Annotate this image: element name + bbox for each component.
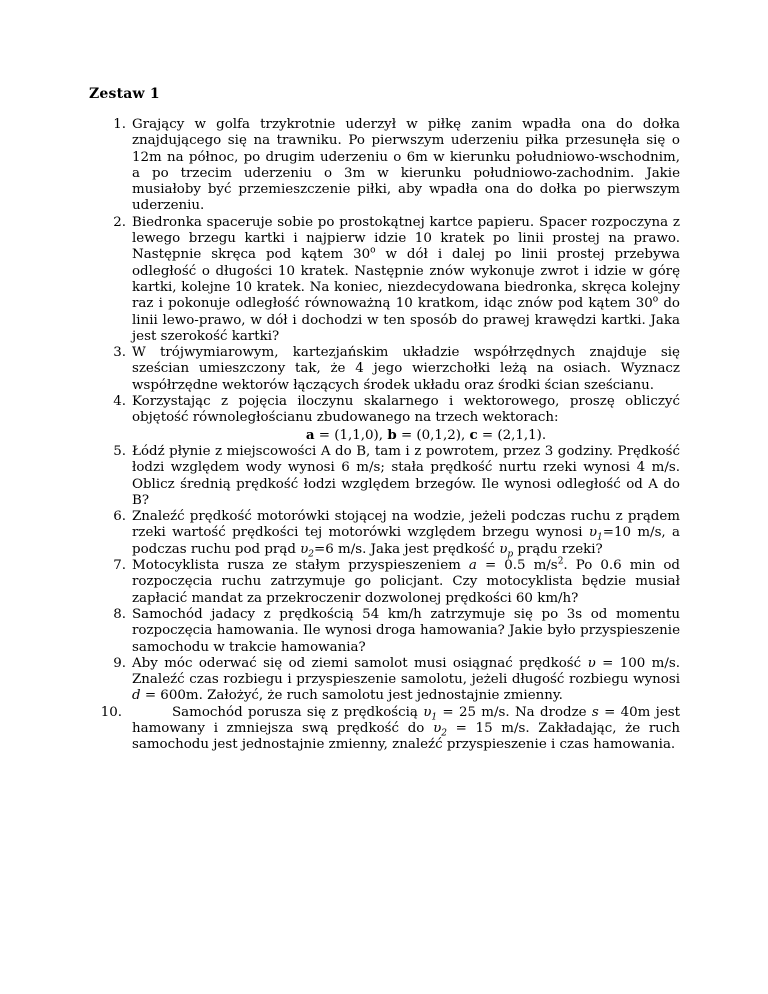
vector-formula: a = (1,1,0), b = (0,1,2), c = (2,1,1). [305, 426, 547, 443]
problem-text: Grający w golfa trzykrotnie uderzył w piłkę zanim wpadła ona do dołka znajdującego się na trawniku. Po pierwszym uderzeniu piłka przesunęła się o 12m na północ, po drugim uderzeniu o 6m w kierunku południowo-wschodnim, a po trzecim uderzeniu o 3m w kierunku południowo-zachodnim. Jakie musiałoby być przemieszczenie piłki, aby wpadła ona do dołka po pierwszym uderzeniu. [132, 117, 680, 214]
problem-4 [113, 394, 680, 444]
problem-text: W trójwymiarowym, kartezjańskim układzie współrzędnych znajduje się sześcian umieszczony tak, że 4 jego wierzchołki leżą na osiach. Wyznacz współrzędne wektorów łączących środek układu oraz środki ścian sześcianu. [132, 345, 680, 393]
problem-number: 8. [113, 606, 126, 622]
problem-text: Motocyklista rusza ze stałym przyspieszeniem a = 0.5 $m/s^2$. Po 0.6 min od rozpoczęcia ruchu zatrzymuje go policjant. Czy motocyklista będzie musiał zapłacić mandat za przekroczenir dozwolonej prędkości 60 km/h? [132, 556, 680, 606]
problem-number: 5. [113, 443, 126, 459]
problem-number: 4. [113, 394, 126, 410]
problem-number: 1. [113, 117, 126, 132]
problem-list [100, 117, 681, 754]
problem-10 [100, 704, 680, 754]
problem-number: 7. [113, 558, 126, 574]
problem-text: Aby móc oderwać się od ziemi samolot musi osiągnać prędkość υ = 100 m/s. Znaleźć czas rozbiegu i przyspieszenie samolotu, jeżeli długość rozbiegu wynosi d = 600m. Założyć, że ruch samolotu jest jednostajnie zmienny. [132, 655, 680, 704]
problem-3 [113, 345, 680, 394]
set-title: Zestaw 1 [89, 86, 160, 102]
problem-number: 2. [113, 214, 126, 230]
problem-8 [113, 606, 680, 656]
problem-7 [113, 556, 680, 607]
problem-text: Samochód jadacy z prędkością 54 km/h zatrzymuje się po 3s od momentu rozpoczęcia hamowania. Ile wynosi droga hamowania? Jakie było przyspieszenie samochodu w trakcie hamowania? [132, 606, 680, 655]
problem-9 [113, 655, 680, 705]
problem-text: Biedronka spaceruje sobie po prostokątnej kartce papieru. Spacer rozpoczyna z lewego brzegu kartki i najpierw idzie 10 kratek po linii prostej na prawo. Następnie skręca pod kątem 30$^o$ w dół i dalej po linii prostej przebywa odległość o długości 10 kratek. Następnie znów wykonuje zwrot i idzie w górę kartki, kolejne 10 kratek. Na koniec, niezdecydowana biedronka, skręca kolejny raz i pokonuje odległość równoważną 10 kratkom, idąc znów pod kątem 30$^o$ do linii lewo-prawo, w dół i dochodzi w ten sposób do prawej krawędzi kartki. Jaka jest szerokość kartki? [132, 214, 680, 344]
problem-text: Samochód porusza się z prędkością $\upsilon_1 = 25$ m/s. Na drodze s = 40m jest hamowany i zmniejsza swą prędkość do $\upsilon_2 = 15$ m/s. Zakładając, że ruch samochodu jest jednostajnie zmienny, znaleźć przyspieszenie i czas hamowania. [132, 704, 680, 753]
problem-1 [113, 117, 680, 215]
problem-6 [113, 509, 681, 560]
problem-5 [113, 443, 680, 509]
problem-2 [113, 214, 680, 345]
problem-number: 9. [113, 655, 126, 671]
problem-number: 10. [100, 704, 122, 720]
problem-number: 3. [113, 345, 126, 361]
problem-text: Korzystając z pojęcia iloczynu skalarnego i wektorowego, proszę obliczyć objętość równoległościanu zbudowanego na trzech wektorach: [132, 394, 680, 426]
problem-text: Łódź płynie z miejscowości A do B, tam i z powrotem, przez 3 godziny. Prędkość łodzi względem wody wynosi 6 m/s; stała prędkość nurtu rzeki wynosi 4 m/s. Oblicz średnią prędkość łodzi względem brzegów. Ile wynosi odległość od A do B? [132, 443, 680, 508]
problem-text: Znaleźć prędkość motorówki stojącej na wodzie, jeżeli podczas ruchu z prądem rzeki wartość prędkości tej motorówki względem brzegu wynosi $\upsilon_1=10$ m/s, a podczas ruchu pod prąd $\upsilon_2=6$ m/s. Jaka jest prędkość $\upsilon_p$ prądu rzeki? [132, 509, 681, 560]
problem-number: 6. [113, 509, 126, 525]
